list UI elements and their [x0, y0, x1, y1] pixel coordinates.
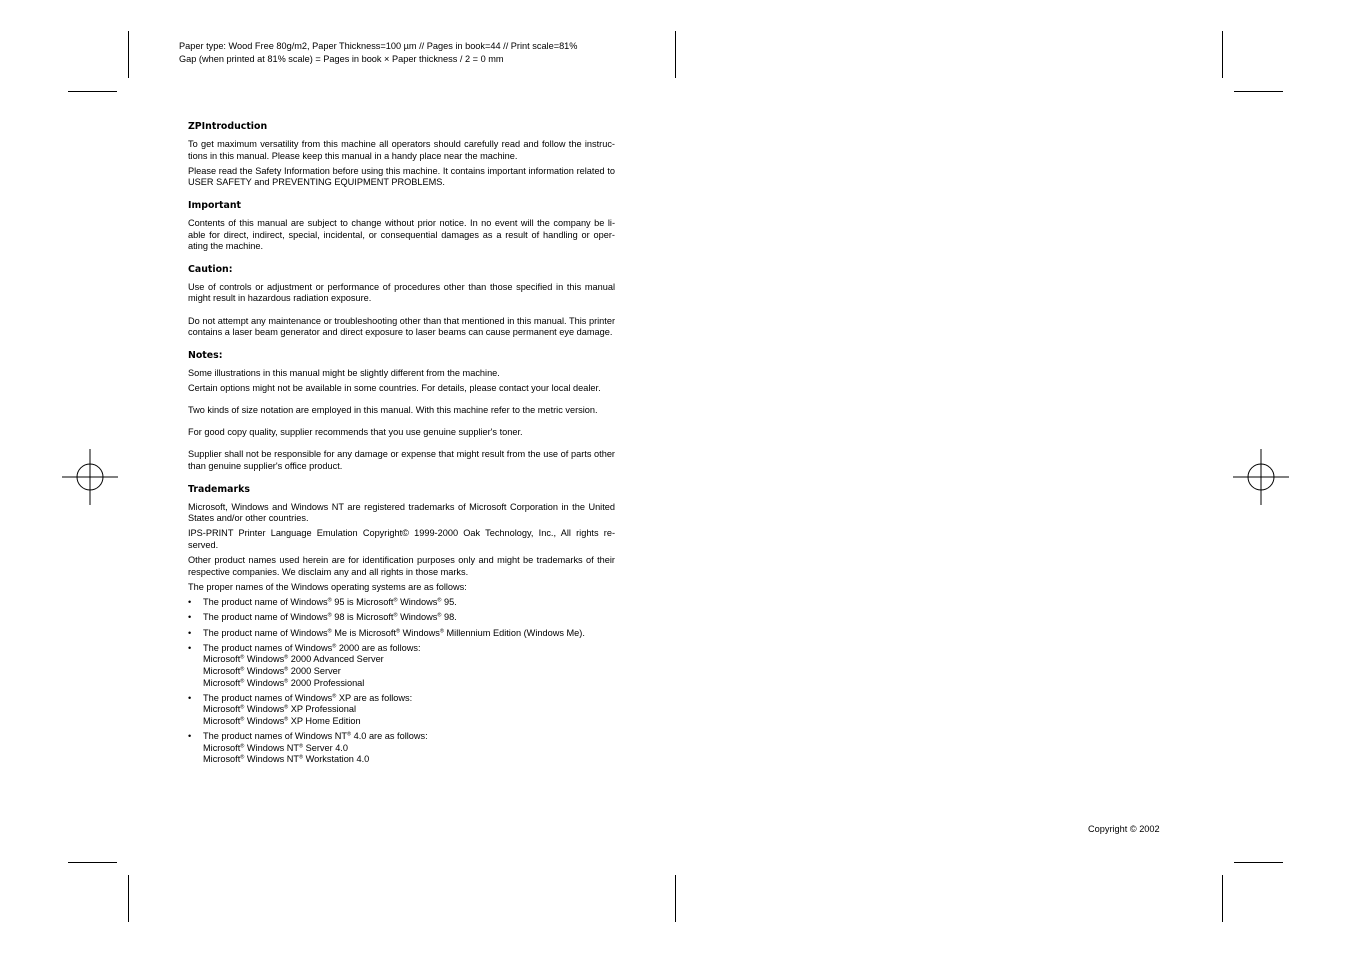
print-info-line-1: Paper type: Wood Free 80g/m2, Paper Thickness=100 µm // Pages in book=44 // Print scale=81% — [179, 41, 578, 51]
crop-mark — [675, 875, 676, 922]
crop-mark — [675, 31, 676, 78]
introduction-paragraph: Please read the Safety Information before using this machine. It contains important information related to USER SAFETY and PREVENTING EQUIPMENT PROBLEMS. — [188, 165, 615, 188]
crop-mark — [68, 91, 117, 92]
introduction-paragraph: To get maximum versatility from this machine all operators should carefully read and follow the instruc-tions in this manual. Please keep this manual in a handy place near the machine. — [188, 139, 615, 161]
caution-paragraph: Do not attempt any maintenance or troubleshooting other than that mentioned in this manual. This printer contains a laser beam generator and direct exposure to laser beams can cause permanent eye damage. — [188, 315, 615, 338]
notes-paragraph: Two kinds of size notation are employed in this manual. With this machine refer to the metric version. — [188, 405, 598, 416]
trademarks-paragraph: The proper names of the Windows operating systems are as follows: — [188, 582, 467, 592]
print-info-header — [179, 40, 577, 65]
introduction-heading: ZPIntroduction — [188, 121, 268, 132]
bullet: • — [188, 692, 192, 703]
crop-mark — [128, 31, 129, 78]
notes-paragraph: For good copy quality, supplier recommends that you use genuine supplier's toner. — [188, 427, 523, 438]
notes-paragraph: Some illustrations in this manual might be slightly different from the machine. — [188, 367, 500, 378]
crop-mark — [128, 875, 129, 922]
crop-mark — [1234, 91, 1283, 92]
list-item: • The product name of Windows® 98 is Microsoft® Windows® 98. — [188, 612, 457, 623]
crop-mark — [68, 862, 117, 863]
bullet: • — [188, 597, 192, 608]
crop-mark — [1222, 875, 1223, 922]
trademarks-paragraph: IPS-PRINT Printer Language Emulation Copyright© 1999-2000 Oak Technology, Inc., All rights re-served. — [188, 528, 615, 551]
crop-mark — [1234, 862, 1283, 863]
notes-heading: Notes: — [188, 349, 223, 361]
list-item: • The product name of Windows® 95 is Microsoft® Windows® 95. — [188, 597, 457, 608]
document-body — [188, 121, 615, 769]
list-item: • The product names of Windows® XP are as follows: Microsoft® Windows® XP Professional Microsoft® Windows® XP Home Edition — [188, 692, 413, 726]
list-item: • The product names of Windows® 2000 are as follows: Microsoft® Windows® 2000 Advanced Server Microsoft® Windows® 2000 Server Microsoft® Windows® 2000 Professional — [188, 642, 421, 688]
trademarks-heading: Trademarks — [188, 483, 250, 495]
print-info-line-2: Gap (when printed at 81% scale) = Pages in book × Paper thickness / 2 = 0 mm — [179, 53, 504, 64]
copyright-notice: Copyright © 2002 — [1088, 824, 1160, 834]
bullet: • — [188, 731, 192, 742]
bullet: • — [188, 642, 192, 653]
bullet: • — [188, 627, 192, 638]
caution-paragraph: Use of controls or adjustment or performance of procedures other than those specified in this manual might result in hazardous radiation exposure. — [188, 281, 615, 304]
caution-heading: Caution: — [188, 263, 233, 275]
registration-mark-left — [62, 449, 118, 505]
important-paragraph: Contents of this manual are subject to change without prior notice. In no event will the company be li-able for direct, indirect, special, incidental, or consequential damages as a result of handling or oper-ating the machine. — [188, 217, 615, 252]
trademarks-paragraph: Other product names used herein are for identification purposes only and might be trademarks of their respective companies. We disclaim any and all rights in those marks. — [188, 555, 615, 577]
list-item: • The product names of Windows NT® 4.0 are as follows: Microsoft® Windows NT® Server 4.0 Microsoft® Windows NT® Workstation 4.0 — [188, 731, 428, 765]
trademarks-paragraph: Microsoft, Windows and Windows NT are registered trademarks of Microsoft Corporation in the United States and/or other countries. — [188, 501, 615, 524]
bullet: • — [188, 612, 192, 623]
important-heading: Important — [188, 199, 241, 211]
list-item: • The product name of Windows® Me is Microsoft® Windows® Millennium Edition (Windows Me). — [188, 627, 585, 638]
crop-mark — [1222, 31, 1223, 78]
notes-paragraph: Certain options might not be available in some countries. For details, please contact your local dealer. — [188, 382, 601, 393]
notes-paragraph: Supplier shall not be responsible for any damage or expense that might result from the use of parts other than genuine supplier's office product. — [188, 449, 615, 472]
registration-mark-right — [1233, 449, 1289, 505]
